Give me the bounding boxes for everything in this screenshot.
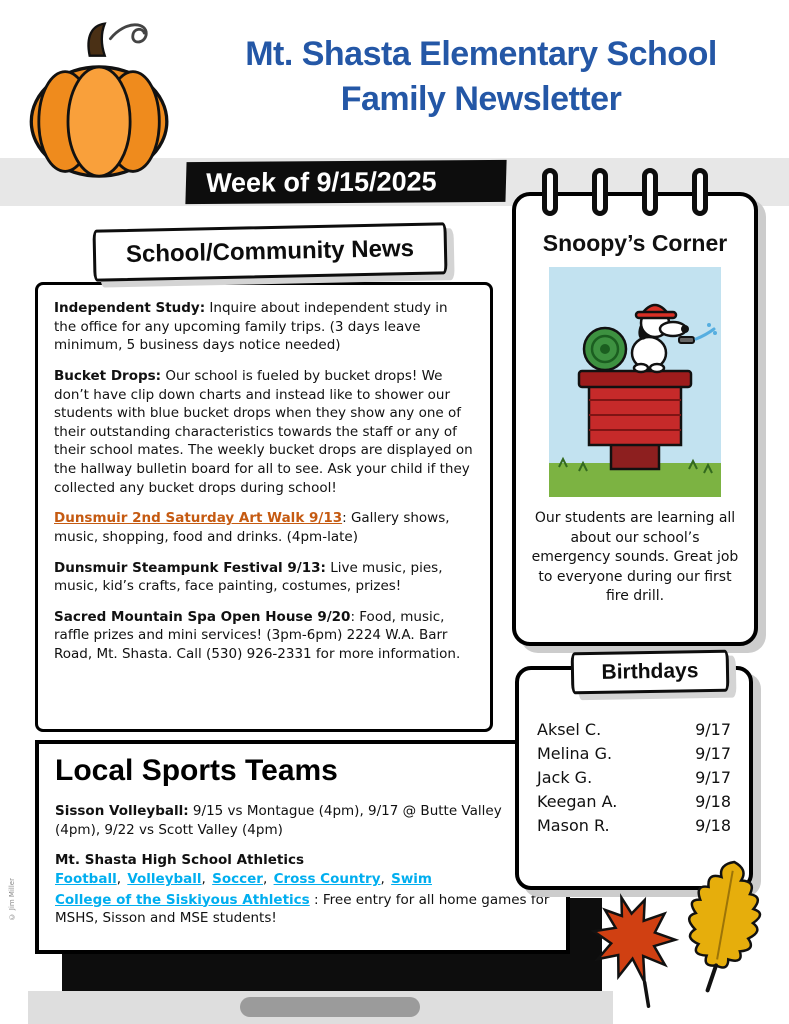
week-banner: Week of 9/15/2025 <box>185 160 506 204</box>
birthday-row <box>537 790 731 814</box>
soccer-link[interactable]: Soccer <box>212 870 263 887</box>
news-item-body: Our school is fueled by bucket drops! We don’t have clip down charts and instead like to shower our students with blue bucket drops when they show any one of their outstanding characteristics towards the staff or any of their school mates. The weekly bucket drops are displayed on the hallway bulletin board for all to see. Ask your child if they collected any bucket drops during school! <box>54 367 473 496</box>
news-item-lead: Independent Study: <box>54 300 206 316</box>
artist-credit: © Jim Miller <box>8 878 16 921</box>
sports-section-title: Local Sports Teams <box>55 754 338 787</box>
birthday-name: Aksel C. <box>537 720 602 739</box>
page-title-line2: Family Newsletter <box>340 79 622 118</box>
link-separator: , <box>262 870 272 887</box>
art-walk-link[interactable]: Dunsmuir 2nd Saturday Art Walk 9/13 <box>54 510 343 527</box>
birthday-date: 9/17 <box>695 720 731 739</box>
birthday-date: 9/18 <box>695 816 731 835</box>
news-item-lead: Sacred Mountain Spa Open House 9/20 <box>54 608 351 625</box>
sports-section <box>35 740 570 954</box>
swim-link[interactable]: Swim <box>391 870 432 887</box>
birthday-date: 9/17 <box>695 744 731 763</box>
device-base-notch <box>240 997 420 1017</box>
news-paragraph <box>54 559 474 596</box>
spiral-ring-icon <box>642 168 658 216</box>
pumpkin-icon <box>20 12 180 184</box>
college-athletics-link[interactable]: College of the Siskiyous Athletics <box>55 891 310 908</box>
volleyball-link[interactable]: Volleyball <box>127 870 202 887</box>
sports-item-lead: Sisson Volleyball: <box>55 803 189 819</box>
pumpkin-illustration <box>20 12 180 188</box>
link-separator: , <box>380 870 390 887</box>
birthday-name: Mason R. <box>537 816 610 835</box>
birthday-row <box>537 718 731 742</box>
birthday-name: Melina G. <box>537 744 613 763</box>
maple-leaf-icon <box>585 887 690 1015</box>
birthday-row <box>537 814 731 838</box>
sports-college-paragraph <box>55 891 550 928</box>
birthdays-banner: Birthdays <box>571 650 730 695</box>
snoopy-corner-title: Snoopy’s Corner <box>542 230 728 256</box>
sports-item-body: 9/15 vs Montague (4pm), 9/17 @ Butte Valley (4pm), 9/22 vs Scott Valley (4pm) <box>55 803 502 838</box>
birthday-row <box>537 742 731 766</box>
page-title <box>192 32 770 122</box>
news-paragraph <box>54 367 474 497</box>
sports-college-body: : Free entry for all home games for MSHS, Sisson and MSE students! <box>55 891 550 927</box>
news-item-body: Inquire about independent study in the office for any upcoming family trips. (3 days leave minimum, 5 business days notice needed) <box>54 300 448 354</box>
football-link[interactable]: Football <box>55 870 117 887</box>
snoopy-corner-card <box>512 192 758 646</box>
cross-country-link[interactable]: Cross Country <box>273 870 381 887</box>
birthday-date: 9/18 <box>695 792 731 811</box>
news-section <box>35 282 493 732</box>
autumn-leaves-illustration <box>578 852 778 1024</box>
news-item-lead: Dunsmuir Steampunk Festival 9/13: <box>54 559 326 576</box>
sports-hs-heading <box>55 851 550 870</box>
sports-volleyball-paragraph <box>55 802 550 839</box>
news-paragraph <box>54 608 474 664</box>
news-paragraph <box>54 299 474 355</box>
birthday-date: 9/17 <box>695 768 731 787</box>
spiral-ring-icon <box>542 168 558 216</box>
snoopy-firefighter-illustration <box>549 267 721 497</box>
news-paragraph <box>54 509 474 546</box>
news-item-body: Live music, pies, music, kid’s crafts, face painting, costumes, prizes! <box>54 559 443 595</box>
sports-hs-heading-text: Mt. Shasta High School Athletics <box>55 852 304 869</box>
spiral-ring-icon <box>592 168 608 216</box>
news-section-banner: School/Community News <box>92 222 447 281</box>
link-separator: , <box>201 870 211 887</box>
news-item-body: : Food, music, raffle prizes and mini services! (3pm-6pm) 2224 W.A. Barr Road, Mt. Shasta. Call (530) 926-2331 for more information. <box>54 608 461 662</box>
birthday-row <box>537 766 731 790</box>
news-item-body: : Gallery shows, music, shopping, food and drinks. (4pm-late) <box>54 510 450 545</box>
news-item-lead: Bucket Drops: <box>54 367 162 384</box>
snoopy-corner-caption: Our students are learning all about our school’s emergency sounds. Great job to everyone during our first fire drill. <box>531 510 739 605</box>
sports-links-line <box>55 870 550 889</box>
link-separator: , <box>116 870 126 887</box>
birthday-name: Jack G. <box>537 768 593 787</box>
spiral-ring-icon <box>692 168 708 216</box>
birthday-name: Keegan A. <box>537 792 618 811</box>
oak-leaf-icon <box>678 856 769 997</box>
page-title-line1: Mt. Shasta Elementary School <box>245 35 717 73</box>
